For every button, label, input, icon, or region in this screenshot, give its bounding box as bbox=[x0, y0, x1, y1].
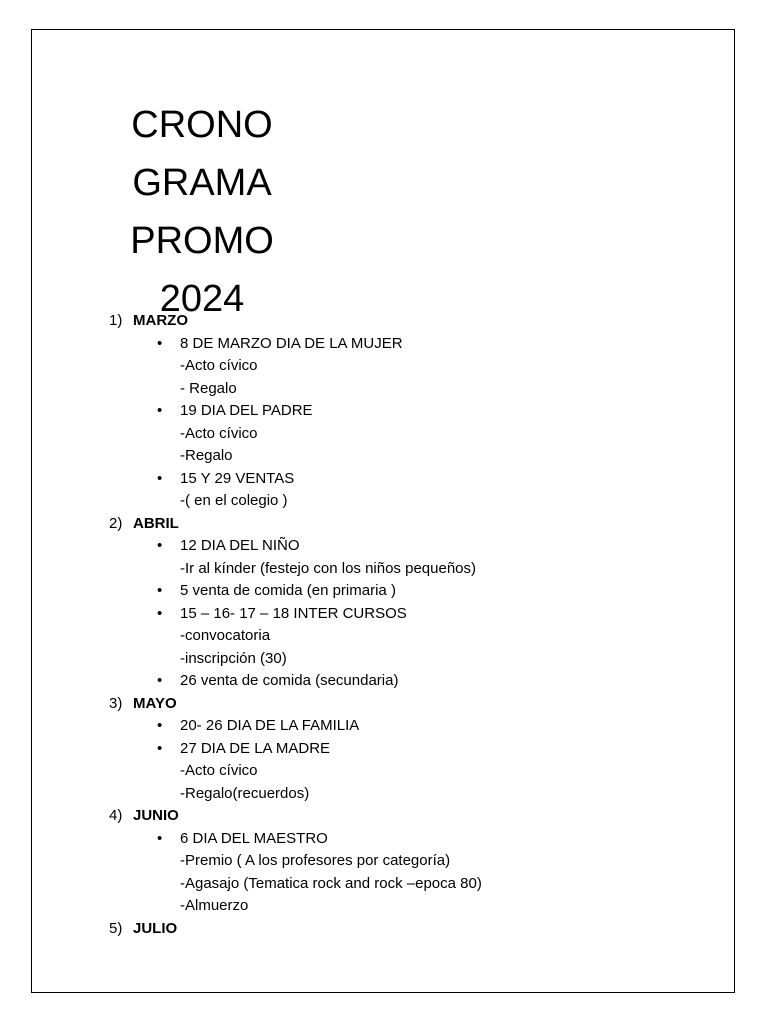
month-heading bbox=[32, 693, 736, 716]
schedule-item-text: 20- 26 DIA DE LA FAMILIA bbox=[180, 717, 360, 734]
document-page bbox=[31, 29, 735, 993]
schedule-item-detail: -convocatoria bbox=[180, 627, 271, 644]
schedule-item-detail: - Regalo bbox=[180, 379, 237, 397]
bullet-icon: • bbox=[157, 739, 163, 757]
schedule-item-detail: -( en el colegio ) bbox=[180, 492, 288, 509]
schedule-item bbox=[32, 738, 736, 761]
month-number: 4) bbox=[109, 807, 123, 824]
bullet-icon: • bbox=[157, 402, 163, 419]
schedule-item-detail: -Ir al kínder (festejo con los niños pequeños) bbox=[180, 559, 476, 577]
schedule-item-detail: -Acto cívico bbox=[180, 424, 258, 442]
schedule-item bbox=[32, 715, 736, 738]
month-heading bbox=[32, 805, 736, 828]
schedule-item bbox=[32, 603, 736, 626]
document-title bbox=[122, 96, 282, 328]
month-name: ABRIL bbox=[133, 514, 179, 532]
schedule-item-detail: -Acto cívico bbox=[180, 357, 258, 374]
schedule-item bbox=[32, 828, 736, 851]
bullet-icon: • bbox=[157, 469, 163, 487]
schedule-item bbox=[32, 333, 736, 356]
month-number: 1) bbox=[109, 312, 123, 329]
schedule-item-text: 19 DIA DEL PADRE bbox=[180, 402, 313, 419]
schedule-list bbox=[32, 310, 736, 940]
bullet-icon: • bbox=[157, 829, 163, 847]
month-name: MAYO bbox=[133, 694, 177, 712]
month-name: JUNIO bbox=[133, 807, 179, 824]
schedule-item bbox=[32, 670, 736, 693]
bullet-icon: • bbox=[157, 582, 163, 599]
month-name: JULIO bbox=[133, 919, 178, 937]
title-line: GRAMA bbox=[132, 162, 272, 204]
bullet-icon: • bbox=[157, 604, 163, 622]
month-heading bbox=[32, 513, 736, 536]
title-line: PROMO bbox=[130, 220, 274, 262]
schedule-item-text: 15 – 16- 17 – 18 INTER CURSOS bbox=[180, 604, 407, 622]
schedule-item-detail: -Almuerzo bbox=[180, 897, 249, 914]
schedule-item-text: 8 DE MARZO DIA DE LA MUJER bbox=[180, 334, 403, 352]
schedule-item-text: 26 venta de comida (secundaria) bbox=[180, 672, 399, 689]
schedule-item-text: 27 DIA DE LA MADRE bbox=[180, 739, 331, 757]
title-line: CRONO bbox=[131, 104, 273, 146]
bullet-icon: • bbox=[157, 672, 163, 689]
schedule-item-text: 12 DIA DEL NIÑO bbox=[180, 537, 300, 554]
schedule-item-detail: -Regalo(recuerdos) bbox=[180, 784, 310, 802]
bullet-icon: • bbox=[157, 334, 163, 352]
schedule-item-text: 15 Y 29 VENTAS bbox=[180, 469, 295, 487]
schedule-item-text: 6 DIA DEL MAESTRO bbox=[180, 829, 328, 847]
bullet-icon: • bbox=[157, 717, 163, 734]
month-number: 5) bbox=[109, 919, 123, 937]
title-line: 2024 bbox=[159, 278, 245, 320]
schedule-item bbox=[32, 580, 736, 603]
bullet-icon: • bbox=[157, 537, 163, 554]
schedule-item-detail: -Regalo bbox=[180, 447, 233, 464]
schedule-item-text: 5 venta de comida (en primaria ) bbox=[180, 582, 396, 599]
schedule-item bbox=[32, 535, 736, 558]
schedule-item-detail: -Premio ( A los profesores por categoría) bbox=[180, 852, 451, 869]
schedule-item bbox=[32, 468, 736, 491]
schedule-item-detail: -inscripción (30) bbox=[180, 649, 287, 667]
month-heading bbox=[32, 918, 736, 941]
month-number: 3) bbox=[109, 694, 123, 712]
schedule-item bbox=[32, 400, 736, 423]
schedule-item-detail: -Agasajo (Tematica rock and rock –epoca 80) bbox=[180, 874, 482, 892]
month-number: 2) bbox=[109, 514, 123, 532]
month-name: MARZO bbox=[133, 312, 188, 329]
month-heading bbox=[32, 310, 736, 333]
schedule-item-detail: -Acto cívico bbox=[180, 762, 258, 779]
